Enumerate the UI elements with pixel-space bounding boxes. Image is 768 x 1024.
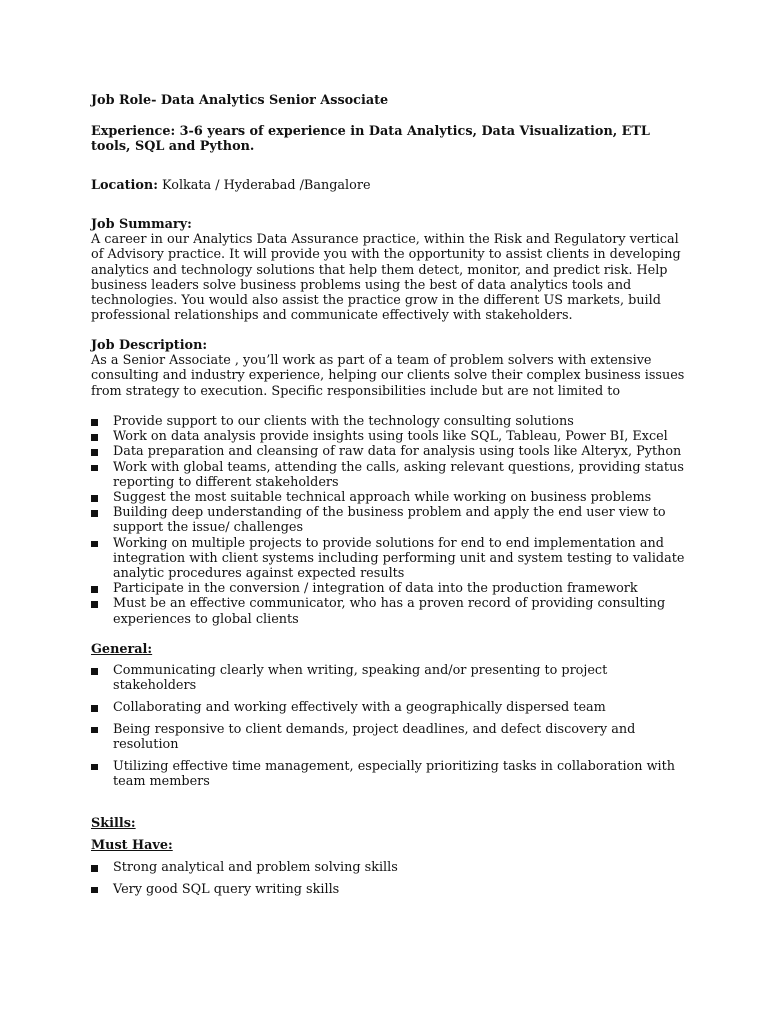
square-bullet-icon xyxy=(91,449,98,456)
list-item xyxy=(91,505,691,535)
list-item-text: Data preparation and cleansing of raw data for analysis using tools like Alteryx, Python xyxy=(113,444,682,460)
list-item xyxy=(91,490,691,505)
list-item xyxy=(91,581,691,596)
list-item xyxy=(91,536,691,582)
square-bullet-icon xyxy=(91,668,98,675)
list-item xyxy=(91,429,691,444)
list-item-text: Provide support to our clients with the technology consulting solutions xyxy=(113,414,574,429)
square-bullet-icon xyxy=(91,601,98,608)
list-item xyxy=(91,663,691,693)
job-summary-body: A career in our Analytics Data Assurance practice, within the Risk and Regulatory vertical of Advisory practice. It will provide you with the opportunity to assist clients in developing analytics and technology solutions that help them detect, monitor, and predict risk. Help business leaders solve business problems using the best of data analytics tools and technologies. You would also assist the practice grow in the different US markets, build professional relationships and communicate effectively with stakeholders. xyxy=(91,232,681,324)
list-item-text: Must be an effective communicator, who has a proven record of providing consulting experiences to global clients xyxy=(113,596,666,627)
square-bullet-icon xyxy=(91,419,98,426)
square-bullet-icon xyxy=(91,495,98,502)
list-item xyxy=(91,882,691,897)
list-item-text: Working on multiple projects to provide solutions for end to end implementation and integration with client systems including performing unit and system testing to validate analytic procedures against expected results xyxy=(113,535,685,582)
list-item xyxy=(91,596,691,626)
square-bullet-icon xyxy=(91,705,98,712)
square-bullet-icon xyxy=(91,764,98,771)
list-item-text: Collaborating and working effectively with a geographically dispersed team xyxy=(113,700,606,715)
job-summary-section xyxy=(91,217,691,323)
list-item-text: Work with global teams, attending the calls, asking relevant questions, providing status reporting to different stakeholders xyxy=(113,459,684,490)
square-bullet-icon xyxy=(91,465,98,472)
list-item xyxy=(91,722,691,752)
square-bullet-icon xyxy=(91,434,98,441)
square-bullet-icon xyxy=(91,586,98,593)
list-item-text: Strong analytical and problem solving skills xyxy=(113,860,398,875)
list-item-text: Work on data analysis provide insights using tools like SQL, Tableau, Power BI, Excel xyxy=(113,429,668,445)
list-item xyxy=(91,759,691,789)
list-item-text: Suggest the most suitable technical approach while working on business problems xyxy=(113,490,652,506)
location-label: Location: xyxy=(91,178,158,193)
general-list xyxy=(91,663,691,796)
list-item-text: Utilizing effective time management, especially prioritizing tasks in collaboration with team members xyxy=(113,758,675,789)
list-item-text: Very good SQL query writing skills xyxy=(113,881,340,897)
list-item-text: Being responsive to client demands, project deadlines, and defect discovery and resolution xyxy=(113,721,636,752)
must-have-list xyxy=(91,860,691,904)
list-item-text: Participate in the conversion / integration of data into the production framework xyxy=(113,581,638,597)
job-description-section xyxy=(91,338,691,399)
square-bullet-icon xyxy=(91,727,98,734)
skills-heading: Skills: xyxy=(91,816,136,831)
location-value: Kolkata / Hyderabad /Bangalore xyxy=(157,178,371,193)
responsibilities-list xyxy=(91,414,691,627)
list-item xyxy=(91,414,691,429)
job-description-heading: Job Description: xyxy=(91,338,208,353)
job-summary-heading: Job Summary: xyxy=(91,217,192,232)
job-role-heading: Job Role- Data Analytics Senior Associate xyxy=(91,93,389,108)
list-item xyxy=(91,444,691,459)
list-item xyxy=(91,700,691,715)
square-bullet-icon xyxy=(91,510,98,517)
location-line xyxy=(91,178,691,193)
list-item xyxy=(91,860,691,875)
square-bullet-icon xyxy=(91,541,98,548)
square-bullet-icon xyxy=(91,865,98,872)
list-item-text: Building deep understanding of the business problem and apply the end user view to support the issue/ challenges xyxy=(113,505,666,536)
job-description-body: As a Senior Associate , you’ll work as part of a team of problem solvers with extensive consulting and industry experience, helping our clients solve their complex business issues from strategy to execution. Specific responsibilities include but are not limited to xyxy=(91,353,685,399)
square-bullet-icon xyxy=(91,887,98,894)
list-item-text: Communicating clearly when writing, speaking and/or presenting to project stakeholders xyxy=(113,663,608,694)
list-item xyxy=(91,460,691,490)
general-heading: General: xyxy=(91,642,153,657)
must-have-heading: Must Have: xyxy=(91,838,173,853)
experience-line: Experience: 3-6 years of experience in Data Analytics, Data Visualization, ETL tools, SQL and Python. xyxy=(91,124,650,155)
